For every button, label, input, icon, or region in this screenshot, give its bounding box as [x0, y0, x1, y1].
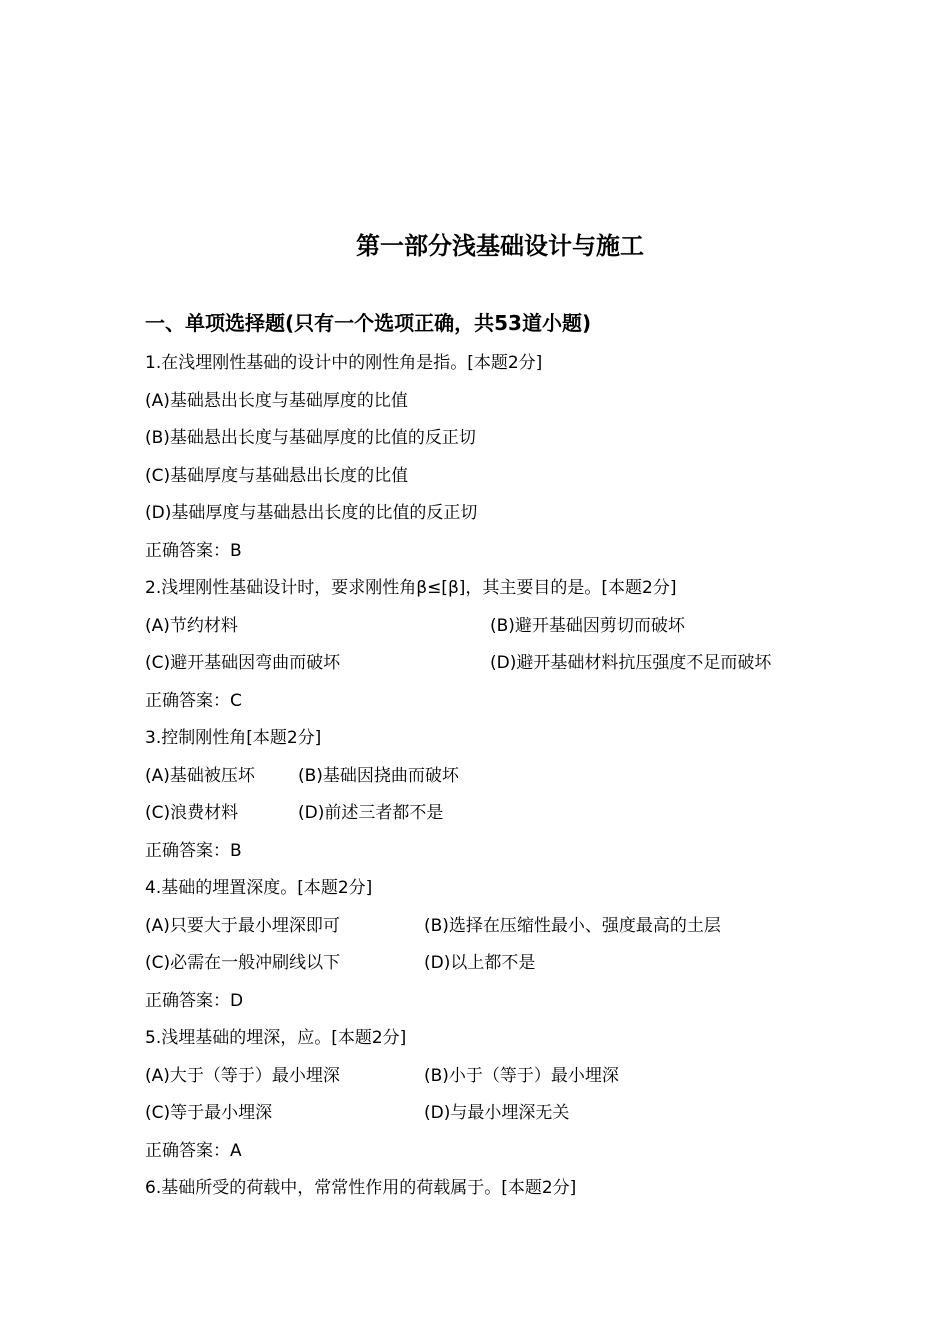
option-a: (A)大于（等于）最小埋深: [145, 1065, 340, 1086]
option-c: (C)等于最小埋深: [145, 1103, 273, 1123]
option-c: (C)避开基础因弯曲而破坏: [145, 653, 341, 673]
option-b: (B)基础悬出长度与基础厚度的比值的反正切: [145, 428, 476, 448]
option-a: (A)只要大于最小埋深即可: [145, 915, 340, 936]
question-stem: 5.浅埋基础的埋深，应。[本题2分]: [145, 1028, 407, 1048]
question-stem: 2.浅埋刚性基础设计时，要求刚性角β≤[β]，其主要目的是。[本题2分]: [145, 578, 677, 598]
question-stem: 6.基础所受的荷载中，常常性作用的荷载属于。[本题2分]: [145, 1178, 577, 1198]
option-d: (D)与最小埋深无关: [424, 1103, 570, 1123]
option-c: (C)浪费材料: [145, 803, 239, 823]
option-b: (B)基础因挠曲而破坏: [298, 765, 459, 786]
option-b: (B)小于（等于）最小埋深: [424, 1065, 619, 1086]
option-b: (B)选择在压缩性最小、强度最高的土层: [424, 915, 721, 936]
option-c: (C)必需在一般冲刷线以下: [145, 953, 341, 973]
answer: 正确答案：A: [145, 1140, 242, 1161]
question-stem: 3.控制刚性角[本题2分]: [145, 728, 322, 748]
option-row: [145, 945, 905, 983]
answer: 正确答案：B: [145, 540, 242, 561]
answer: 正确答案：B: [145, 840, 242, 861]
option-row: [145, 645, 905, 683]
question-stem: 1.在浅埋刚性基础的设计中的刚性角是指。[本题2分]: [145, 353, 543, 373]
option-row: [145, 795, 905, 833]
option-d: (D)基础厚度与基础悬出长度的比值的反正切: [145, 503, 478, 523]
option-a: (A)基础被压坏: [145, 765, 255, 786]
option-d: (D)以上都不是: [424, 953, 536, 973]
option-a: (A)节约材料: [145, 615, 238, 636]
option-row: [145, 1095, 905, 1133]
answer: 正确答案：C: [145, 690, 242, 711]
option-d: (D)前述三者都不是: [298, 803, 444, 823]
option-a: (A)基础悬出长度与基础厚度的比值: [145, 390, 408, 411]
page-title: 第一部分浅基础设计与施工: [356, 232, 644, 260]
option-c: (C)基础厚度与基础悬出长度的比值: [145, 465, 409, 486]
option-row: [145, 758, 905, 796]
answer: 正确答案：D: [145, 990, 244, 1011]
option-row: [145, 608, 905, 646]
question-list: [145, 345, 905, 1208]
option-row: [145, 1058, 905, 1096]
option-b: (B)避开基础因剪切而破坏: [490, 615, 685, 636]
option-d: (D)避开基础材料抗压强度不足而破坏: [490, 653, 772, 673]
question-stem: 4.基础的埋置深度。[本题2分]: [145, 878, 373, 898]
option-row: [145, 908, 905, 946]
section-heading: 一、单项选择题(只有一个选项正确，共53道小题): [145, 311, 592, 335]
